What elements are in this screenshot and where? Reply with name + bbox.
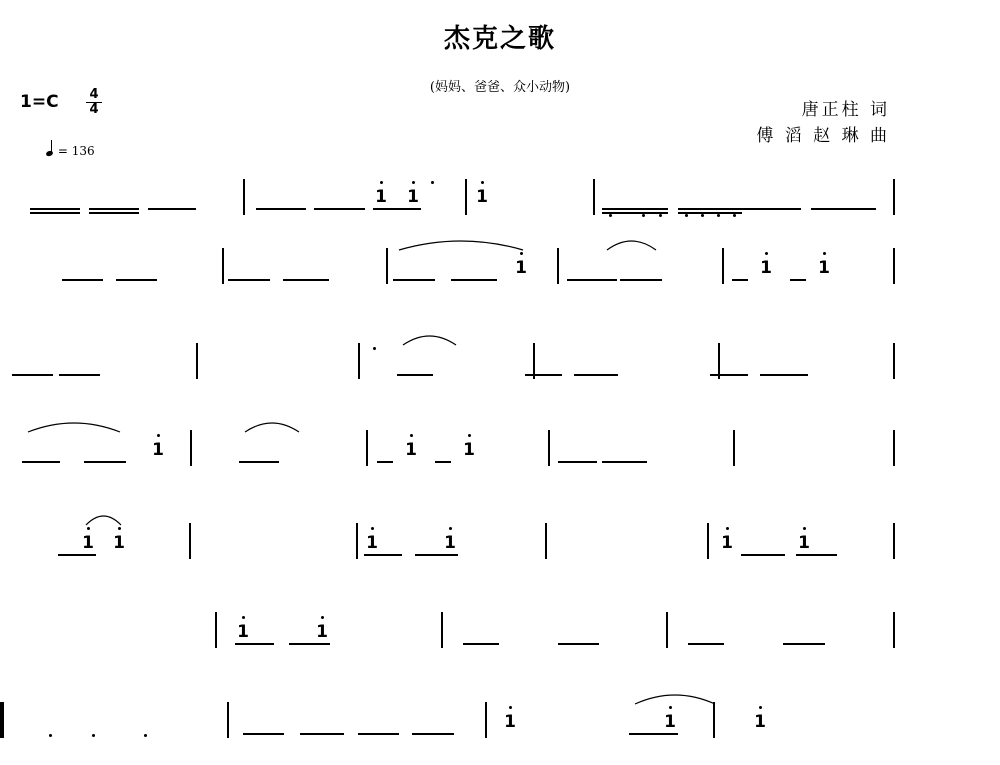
high-note-one: 1 xyxy=(113,533,125,553)
barline xyxy=(222,248,224,284)
octave-dot-high xyxy=(410,434,413,437)
note-underline xyxy=(796,554,837,556)
tempo-marking xyxy=(46,143,95,158)
octave-dot-high xyxy=(380,181,383,184)
octave-dot-high xyxy=(520,252,523,255)
high-note-one: 1 xyxy=(754,712,766,732)
note-underline xyxy=(558,461,597,463)
barline xyxy=(722,248,724,284)
octave-dot-high xyxy=(726,527,729,530)
barline xyxy=(713,702,715,738)
note-underline xyxy=(393,279,435,281)
time-signature xyxy=(86,88,102,117)
octave-dot-high xyxy=(509,706,512,709)
note-underline xyxy=(678,212,742,214)
note-underline xyxy=(59,374,100,376)
octave-dot-high xyxy=(759,706,762,709)
note-underline xyxy=(30,212,80,214)
note-underline xyxy=(243,733,284,735)
octave-dot-high xyxy=(823,252,826,255)
barline xyxy=(366,430,368,466)
note-underline xyxy=(760,374,808,376)
barline xyxy=(893,343,895,379)
barline xyxy=(196,343,198,379)
note-underline xyxy=(602,208,668,210)
barline xyxy=(215,612,217,648)
octave-dot-high xyxy=(321,616,324,619)
note-underline xyxy=(283,279,329,281)
barline xyxy=(733,430,735,466)
barline xyxy=(545,523,547,559)
barline xyxy=(893,179,895,215)
note-underline xyxy=(620,279,662,281)
octave-dot-high xyxy=(157,434,160,437)
song-title: 杰克之歌 xyxy=(443,24,556,54)
note-underline xyxy=(314,208,365,210)
key-signature: 1=C xyxy=(20,92,59,112)
barline xyxy=(190,430,192,466)
note-underline xyxy=(84,461,126,463)
note-underline xyxy=(30,208,80,210)
note-underline xyxy=(228,279,270,281)
note-underline xyxy=(732,279,748,281)
barline xyxy=(893,612,895,648)
note-underline xyxy=(22,461,60,463)
note-underline xyxy=(300,733,344,735)
note-underline xyxy=(783,643,825,645)
octave-dot-high xyxy=(242,616,245,619)
barline xyxy=(593,179,595,215)
barline xyxy=(557,248,559,284)
octave-dot-low xyxy=(685,214,688,217)
barline xyxy=(893,248,895,284)
note-underline xyxy=(62,279,103,281)
high-note-one: 1 xyxy=(463,440,475,460)
octave-dot-high xyxy=(118,527,121,530)
barline xyxy=(548,430,550,466)
barline xyxy=(227,702,229,738)
note-underline xyxy=(239,461,279,463)
quarter-note-icon xyxy=(45,150,53,157)
note-underline xyxy=(377,461,393,463)
note-underline xyxy=(148,208,196,210)
octave-dot-low xyxy=(144,734,147,737)
octave-dot-high xyxy=(371,527,374,530)
high-note-one: 1 xyxy=(818,258,830,278)
barline xyxy=(465,179,467,215)
high-note-one: 1 xyxy=(798,533,810,553)
note-underline xyxy=(364,554,402,556)
note-underline xyxy=(558,643,599,645)
high-note-one: 1 xyxy=(152,440,164,460)
note-underline xyxy=(710,374,748,376)
high-note-one: 1 xyxy=(316,622,328,642)
octave-dot-high xyxy=(373,347,376,350)
slur xyxy=(607,241,656,250)
note-underline xyxy=(397,374,433,376)
note-underline xyxy=(629,733,678,735)
note-underline xyxy=(116,279,157,281)
note-underline xyxy=(235,643,274,645)
note-underline xyxy=(412,733,454,735)
high-note-one: 1 xyxy=(366,533,378,553)
high-note-one: 1 xyxy=(476,187,488,207)
note-underline xyxy=(678,208,742,210)
tempo-value: = 136 xyxy=(57,144,95,158)
slur xyxy=(399,241,523,250)
note-underline xyxy=(525,374,562,376)
octave-dot-low xyxy=(717,214,720,217)
note-underline xyxy=(688,643,724,645)
note-underline xyxy=(89,212,139,214)
note-underline xyxy=(58,554,96,556)
barline xyxy=(485,702,487,738)
octave-dot-low xyxy=(642,214,645,217)
note-underline xyxy=(736,208,801,210)
slur xyxy=(86,516,121,525)
time-signature-denominator: 4 xyxy=(86,102,102,117)
note-underline xyxy=(602,212,668,214)
slur xyxy=(28,423,120,432)
note-stem-icon xyxy=(51,140,52,152)
note-underline xyxy=(373,208,421,210)
high-note-one: 1 xyxy=(82,533,94,553)
barline xyxy=(358,343,360,379)
note-underline xyxy=(602,461,647,463)
note-underline xyxy=(463,643,499,645)
time-signature-numerator: 4 xyxy=(89,87,99,102)
final-barline-thick xyxy=(0,702,4,738)
octave-dot-high xyxy=(87,527,90,530)
note-underline xyxy=(435,461,451,463)
barline xyxy=(243,179,245,215)
note-underline xyxy=(451,279,497,281)
barline xyxy=(356,523,358,559)
octave-dot-high xyxy=(669,706,672,709)
octave-dot-low xyxy=(609,214,612,217)
slur xyxy=(403,336,456,345)
octave-dot-low xyxy=(701,214,704,217)
note-underline xyxy=(289,643,330,645)
note-underline xyxy=(790,279,806,281)
song-subtitle: (妈妈、爸爸、众小动物) xyxy=(429,80,571,95)
high-note-one: 1 xyxy=(405,440,417,460)
octave-dot-low xyxy=(92,734,95,737)
octave-dot-high xyxy=(449,527,452,530)
octave-dot-high xyxy=(468,434,471,437)
high-note-one: 1 xyxy=(237,622,249,642)
note-underline xyxy=(256,208,306,210)
octave-dot-high xyxy=(803,527,806,530)
high-note-one: 1 xyxy=(721,533,733,553)
high-note-one: 1 xyxy=(664,712,676,732)
octave-dot-high xyxy=(481,181,484,184)
barline xyxy=(441,612,443,648)
octave-dot-high xyxy=(412,181,415,184)
note-underline xyxy=(415,554,458,556)
high-note-one: 1 xyxy=(515,258,527,278)
note-underline xyxy=(811,208,876,210)
barline xyxy=(189,523,191,559)
high-note-one: 1 xyxy=(760,258,772,278)
high-note-one: 1 xyxy=(407,187,419,207)
high-note-one: 1 xyxy=(375,187,387,207)
high-note-one: 1 xyxy=(504,712,516,732)
barline xyxy=(386,248,388,284)
note-underline xyxy=(12,374,53,376)
octave-dot-low xyxy=(49,734,52,737)
composer-credit: 傅 滔 赵 琳 曲 xyxy=(756,126,890,146)
high-note-one: 1 xyxy=(444,533,456,553)
octave-dot-high xyxy=(431,181,434,184)
barline xyxy=(666,612,668,648)
octave-dot-high xyxy=(765,252,768,255)
barline xyxy=(893,430,895,466)
barline xyxy=(707,523,709,559)
slur xyxy=(635,695,715,704)
slur xyxy=(245,423,299,432)
note-underline xyxy=(574,374,618,376)
octave-dot-low xyxy=(659,214,662,217)
note-underline xyxy=(567,279,617,281)
barline xyxy=(893,523,895,559)
octave-dot-low xyxy=(733,214,736,217)
lyricist-credit: 唐正柱 词 xyxy=(801,100,890,120)
note-underline xyxy=(741,554,785,556)
note-underline xyxy=(358,733,399,735)
note-underline xyxy=(89,208,139,210)
